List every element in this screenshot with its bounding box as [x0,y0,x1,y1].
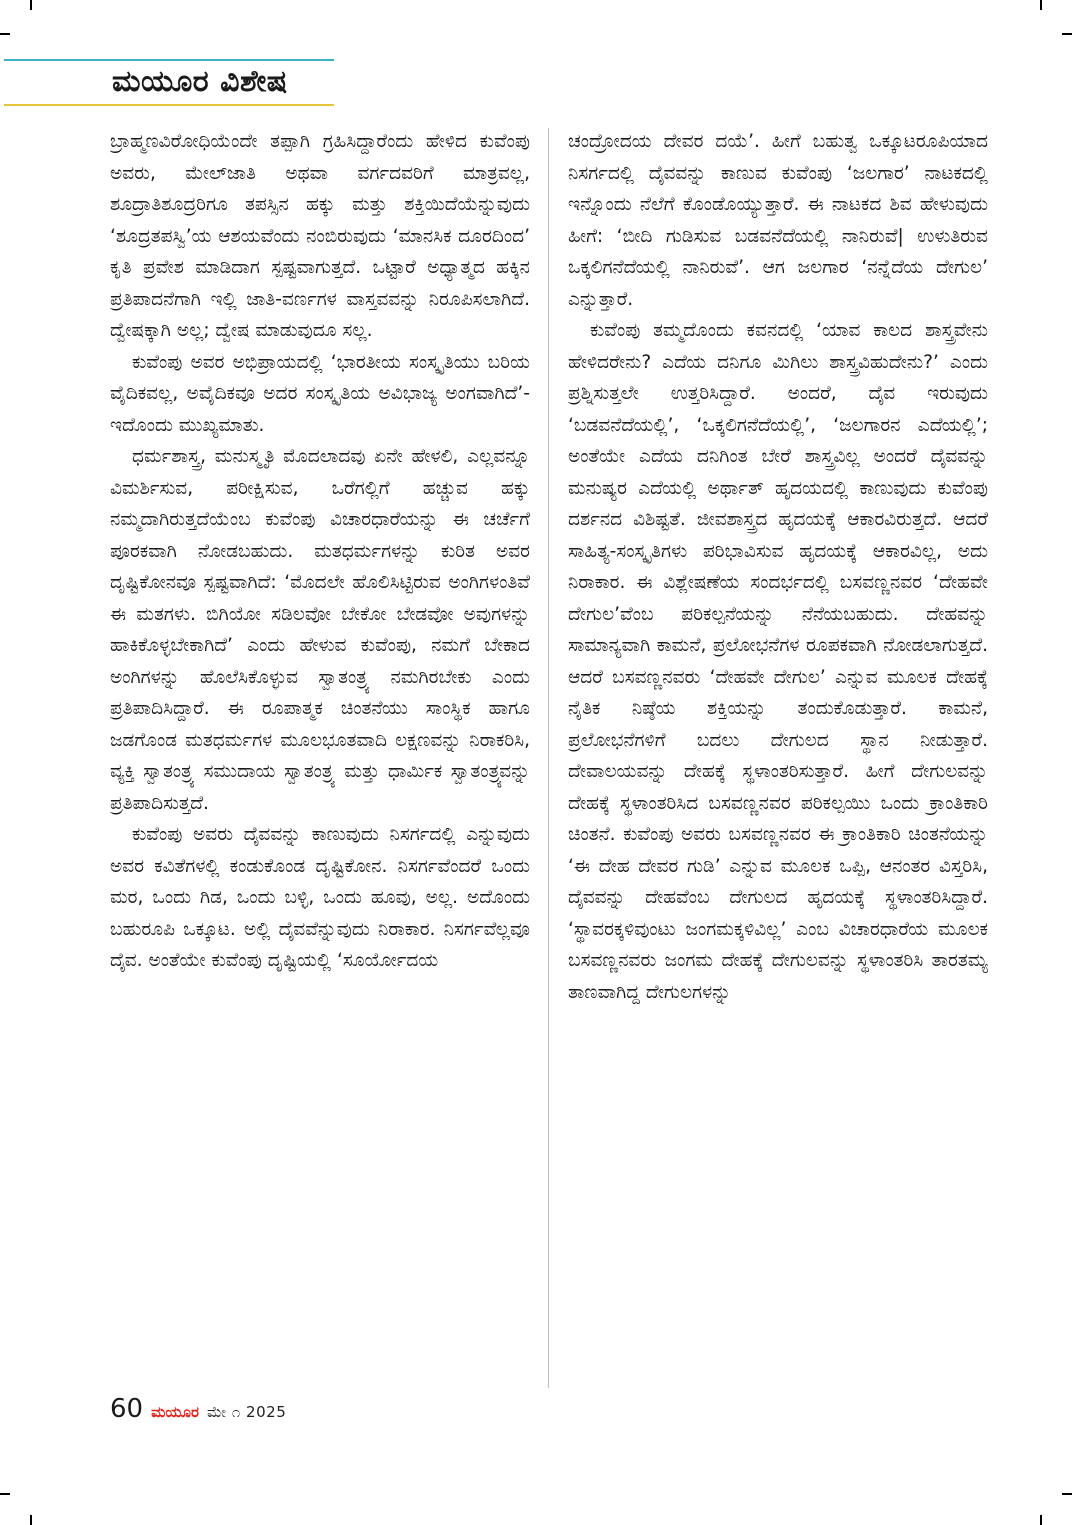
crop-mark-top-left [30,0,32,10]
page-footer [110,1394,286,1430]
section-title: ಮಯೂರ ವಿಶೇಷ [112,64,288,99]
crop-mark-right-lower [1062,1493,1072,1495]
crop-mark-left-upper [0,33,10,35]
section-title-rule-bottom [4,104,334,106]
article-paragraph: ಕುವೆಂಪು ತಮ್ಮದೊಂದು ಕವನದಲ್ಲಿ ‘ಯಾವ ಕಾಲದ ಶಾಸ್ತ್ರವೇನು ಹೇಳಿದರೇನು? ಎದೆಯ ದನಿಗೂ ಮಿಗಿಲು ಶಾಸ್ತ್ರವಿಹುದೇನು?’ ಎಂದು ಪ್ರಶ್ನಿಸುತ್ತಲೇ ಉತ್ತರಿಸಿದ್ದಾರೆ. ಅಂದರೆ, ದೈವ ಇರುವುದು ‘ಬಡವನೆದೆಯಲ್ಲಿ’, ‘ಒಕ್ಕಲಿಗನೆದೆಯಲ್ಲಿ’, ‘ಜಲಗಾರನ ಎದೆಯಲ್ಲಿ’; ಅಂತೆಯೇ ಎದೆಯ ದನಿಗಿಂತ ಬೇರೆ ಶಾಸ್ತ್ರವಿಲ್ಲ ಅಂದರೆ ದೈವವನ್ನು ಮನುಷ್ಯರ ಎದೆಯಲ್ಲಿ ಅರ್ಥಾತ್ ಹೃದಯದಲ್ಲಿ ಕಾಣುವುದು ಕುವೆಂಪು ದರ್ಶನದ ವಿಶಿಷ್ಟತೆ. ಜೀವಶಾಸ್ತ್ರದ ಹೃದಯಕ್ಕೆ ಆಕಾರವಿರುತ್ತದೆ. ಆದರೆ ಸಾಹಿತ್ಯ-ಸಂಸ್ಕೃತಿಗಳು ಪರಿಭಾವಿಸುವ ಹೃದಯಕ್ಕೆ ಆಕಾರವಿಲ್ಲ, ಅದು ನಿರಾಕಾರ. ಈ ವಿಶ್ಲೇಷಣೆಯ ಸಂದರ್ಭದಲ್ಲಿ ಬಸವಣ್ಣನವರ ‘ದೇಹವೇ ದೇಗುಲ’ವೆಂಬ ಪರಿಕಲ್ಪನೆಯನ್ನು ನೆನೆಯಬಹುದು. ದೇಹವನ್ನು ಸಾಮಾನ್ಯವಾಗಿ ಕಾಮನೆ, ಪ್ರಲೋಭನೆಗಳ ರೂಪಕವಾಗಿ ನೋಡಲಾಗುತ್ತದೆ. ಆದರೆ ಬಸವಣ್ಣನವರು ‘ದೇಹವೇ ದೇಗುಲ’ ಎನ್ನುವ ಮೂಲಕ ದೇಹಕ್ಕೆ ನೈತಿಕ ನಿಷ್ಠೆಯ ಶಕ್ತಿಯನ್ನು ತಂದುಕೊಡುತ್ತಾರೆ. ಕಾಮನೆ, ಪ್ರಲೋಭನೆಗಳಿಗೆ ಬದಲು ದೇಗುಲದ ಸ್ಥಾನ ನೀಡುತ್ತಾರೆ. ದೇವಾಲಯವನ್ನು ದೇಹಕ್ಕೆ ಸ್ಥಳಾಂತರಿಸುತ್ತಾರೆ. ಹೀಗೆ ದೇಗುಲವನ್ನು ದೇಹಕ್ಕೆ ಸ್ಥಳಾಂತರಿಸಿದ ಬಸವಣ್ಣನವರ ಪರಿಕಲ್ಪಯಿು ಒಂದು ಕ್ರಾಂತಿಕಾರಿ ಚಿಂತನೆ. ಕುವೆಂಪು ಅವರು ಬಸವಣ್ಣನವರ ಈ ಕ್ರಾಂತಿಕಾರಿ ಚಿಂತನೆಯನ್ನು ‘ಈ ದೇಹ ದೇವರ ಗುಡಿ’ ಎನ್ನುವ ಮೂಲಕ ಒಪ್ಪಿ, ಆನಂತರ ವಿಸ್ತರಿಸಿ, ದೈವವನ್ನು ದೇಹವೆಂಬ ದೇಗುಲದ ಹೃದಯಕ್ಕೆ ಸ್ಥಳಾಂತರಿಸಿದ್ದಾರೆ. ‘ಸ್ಥಾವರಕ್ಕಳಿವುಂಟು ಜಂಗಮಕ್ಕಳಿವಿಲ್ಲ’ ಎಂಬ ವಿಚಾರಧಾರೆಯ ಮೂಲಕ ಬಸವಣ್ಣನವರು ಜಂಗಮ ದೇಹಕ್ಕೆ ದೇಗುಲವನ್ನು ಸ್ಥಳಾಂತರಿಸಿ ತಾರತಮ್ಯ ತಾಣವಾಗಿದ್ದ ದೇಗುಲಗಳನ್ನು [568,320,988,1003]
section-title-rule-top [4,59,334,61]
crop-mark-top-right [1040,0,1042,10]
column-divider [548,128,549,1388]
article-column-left [110,126,530,1391]
article-paragraph: ಕುವೆಂಪು ಅವರ ಅಭಿಪ್ರಾಯದಲ್ಲಿ ‘ಭಾರತೀಯ ಸಂಸ್ಕೃತಿಯು ಬರಿಯ ವೈದಿಕವಲ್ಲ, ಅವೈದಿಕವೂ ಅದರ ಸಂಸ್ಕೃತಿಯ ಅವಿಭಾಜ್ಯ ಅಂಗವಾಗಿದೆ’- ಇದೊಂದು ಮುಖ್ಯಮಾತು. [110,351,530,436]
issue-date: ಮೇ ೧ 2025 [206,1403,287,1421]
article-column-right [568,126,988,1391]
crop-mark-right-upper [1062,33,1072,35]
crop-mark-bottom-right [1040,1515,1042,1525]
article-paragraph: ಬ್ರಾಹ್ಮಣವಿರೋಧಿಯೆಂದೇ ತಪ್ಪಾಗಿ ಗ್ರಹಿಸಿದ್ದಾರೆಂದು ಹೇಳಿದ ಕುವೆಂಪು ಅವರು, ಮೇಲ್‌ಜಾತಿ ಅಥವಾ ವರ್ಗದವರಿಗೆ ಮಾತ್ರವಲ್ಲ, ಶೂದ್ರಾತಿಶೂದ್ರರಿಗೂ ತಪಸ್ಸಿನ ಹಕ್ಕು ಮತ್ತು ಶಕ್ತಿಯಿದೆಯೆನ್ನುವುದು ‘ಶೂದ್ರತಪಸ್ವಿ’ಯ ಆಶಯವೆಂದು ನಂಬಿರುವುದು ‘ಮಾನಸಿಕ ದೂರದಿಂದ’ ಕೃತಿ ಪ್ರವೇಶ ಮಾಡಿದಾಗ ಸ್ಪಷ್ಟವಾಗುತ್ತದೆ. ಒಟ್ಟಾರೆ ಅಧ್ಯಾತ್ಮದ ಹಕ್ಕಿನ ಪ್ರತಿಪಾದನೆಗಾಗಿ ಇಲ್ಲಿ ಜಾತಿ-ವರ್ಣಗಳ ವಾಸ್ತವವನ್ನು ನಿರೂಪಿಸಲಾಗಿದೆ. ದ್ವೇಷಕ್ಕಾಗಿ ಅಲ್ಲ; ದ್ವೇಷ ಮಾಡುವುದೂ ಸಲ್ಲ. [110,131,530,341]
crop-mark-bottom-left [30,1515,32,1525]
page-number: 60 [110,1394,144,1424]
crop-mark-left-lower [0,1493,10,1495]
article-paragraph: ಕುವೆಂಪು ಅವರು ದೈವವನ್ನು ಕಾಣುವುದು ನಿಸರ್ಗದಲ್ಲಿ ಎನ್ನುವುದು ಅವರ ಕವಿತೆಗಳಲ್ಲಿ ಕಂಡುಕೊಂಡ ದೃಷ್ಟಿಕೋನ. ನಿಸರ್ಗವೆಂದರೆ ಒಂದು ಮರ, ಒಂದು ಗಿಡ, ಒಂದು ಬಳ್ಳಿ, ಒಂದು ಹೂವು, ಅಲ್ಲ. ಅದೊಂದು ಬಹುರೂಪಿ ಒಕ್ಕೂಟ. ಅಲ್ಲಿ ದೈವವೆನ್ನುವುದು ನಿರಾಕಾರ. ನಿಸರ್ಗವೆಲ್ಲವೂ ದೈವ. ಅಂತೆಯೇ ಕುವೆಂಪು ದೃಷ್ಟಿಯಲ್ಲಿ ‘ಸೂರ್ಯೋದಯ [110,824,530,971]
article-paragraph: ಚಂದ್ರೋದಯ ದೇವರ ದಯೆ’. ಹೀಗೆ ಬಹುತ್ವ ಒಕ್ಕೂಟರೂಪಿಯಾದ ನಿಸರ್ಗದಲ್ಲಿ ದೈವವನ್ನು ಕಾಣುವ ಕುವೆಂಪು ‘ಜಲಗಾರ’ ನಾಟಕದಲ್ಲಿ ಇನ್ನೊಂದು ನೆಲೆಗೆ ಕೊಂಡೊಯ್ಯುತ್ತಾರೆ. ಈ ನಾಟಕದ ಶಿವ ಹೇಳುವುದು ಹೀಗೆ: ‘ಬೀದಿ ಗುಡಿಸುವ ಬಡವನೆದೆಯಲ್ಲಿ ನಾನಿರುವೆ| ಉಳುತಿರುವ ಒಕ್ಕಲಿಗನೆದೆಯಲ್ಲಿ ನಾನಿರುವೆ’. ಆಗ ಜಲಗಾರ ‘ನನ್ನೆದೆಯ ದೇಗುಲ’ ಎನ್ನುತ್ತಾರೆ. [568,131,988,310]
article-paragraph: ಧರ್ಮಶಾಸ್ತ್ರ, ಮನುಸ್ಮೃತಿ ಮೊದಲಾದವು ಏನೇ ಹೇಳಲಿ, ಎಲ್ಲವನ್ನೂ ವಿಮರ್ಶಿಸುವ, ಪರೀಕ್ಷಿಸುವ, ಒರೆಗಲ್ಲಿಗೆ ಹಚ್ಚುವ ಹಕ್ಕು ನಮ್ಮದಾಗಿರುತ್ತದೆಯೆಂಬ ಕುವೆಂಪು ವಿಚಾರಧಾರೆಯನ್ನು ಈ ಚರ್ಚೆಗೆ ಪೂರಕವಾಗಿ ನೋಡಬಹುದು. ಮತಧರ್ಮಗಳನ್ನು ಕುರಿತ ಅವರ ದೃಷ್ಟಿಕೋನವೂ ಸ್ಪಷ್ಟವಾಗಿದೆ: ‘ಮೊದಲೇ ಹೊಲಿಸಿಟ್ಟಿರುವ ಅಂಗಿಗಳಂತಿವೆ ಈ ಮತಗಳು. ಬಿಗಿಯೋ ಸಡಿಲವೋ ಬೇಕೋ ಬೇಡವೋ ಅವುಗಳನ್ನು ಹಾಕಿಕೊಳ್ಳಬೇಕಾಗಿದೆ’ ಎಂದು ಹೇಳುವ ಕುವೆಂಪು, ನಮಗೆ ಬೇಕಾದ ಅಂಗಿಗಳನ್ನು ಹೊಲೆಸಿಕೊಳ್ಳುವ ಸ್ವಾತಂತ್ರ್ಯ ನಮಗಿರಬೇಕು ಎಂದು ಪ್ರತಿಪಾದಿಸಿದ್ದಾರೆ. ಈ ರೂಪಾತ್ಮಕ ಚಿಂತನೆಯು ಸಾಂಸ್ಥಿಕ ಹಾಗೂ ಜಡಗೊಂಡ ಮತಧರ್ಮಗಳ ಮೂಲಭೂತವಾದಿ ಲಕ್ಷಣವನ್ನು ನಿರಾಕರಿಸಿ, ವ್ಯಕ್ತಿ ಸ್ವಾತಂತ್ರ್ಯ ಸಮುದಾಯ ಸ್ವಾತಂತ್ರ್ಯ ಮತ್ತು ಧಾರ್ಮಿಕ ಸ್ವಾತಂತ್ರ್ಯವನ್ನು ಪ್ರತಿಪಾದಿಸುತ್ತದೆ. [110,446,530,814]
magazine-name: ಮಯೂರ [151,1403,199,1421]
